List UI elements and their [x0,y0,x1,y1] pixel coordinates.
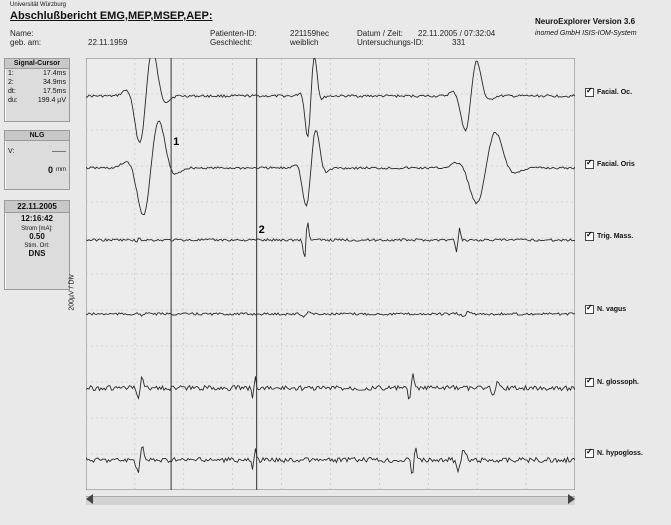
scroll-left-arrow-icon[interactable] [86,494,93,504]
institution-label: Universität Würzburg [10,2,67,8]
channel-toggle[interactable] [585,88,632,97]
horizontal-scrollbar[interactable] [86,496,575,505]
signal-cursor-row-label: du: [8,97,18,104]
nlg-v-row [5,147,69,156]
signal-cursor-panel [4,58,70,122]
dob-value: 22.11.1959 [88,38,128,47]
stim-site-value: DNS [28,249,46,258]
channel-checkbox[interactable] [585,232,594,241]
exam-id-label: Untersuchungs-ID: [357,38,424,47]
stim-time: 12:16:42 [20,214,54,223]
dob-label: geb. am: [10,38,42,47]
channel-toggle[interactable] [585,232,633,241]
channel-label: N. hypogloss. [597,450,643,457]
datetime-value: 22.11.2005 / 07:32:04 [418,29,496,38]
stim-site-label: Stim. Ort: [24,243,50,249]
channel-label: N. vagus [597,306,627,313]
gender-value: weiblich [290,38,319,47]
y-scale-label: 200µV / Div [68,274,76,311]
signal-cursor-row [5,96,69,105]
nlg-title: NLG [5,131,69,141]
channel-checkbox[interactable] [585,449,594,458]
exam-id-value: 331 [452,38,466,47]
signal-cursor-row-label: 1: [8,70,14,77]
name-label: Name: [10,29,34,38]
channel-toggle[interactable] [585,449,643,458]
scroll-right-arrow-icon[interactable] [568,494,575,504]
patient-id-label: Patienten-ID: [210,29,257,38]
signal-cursor-row-label: dt: [8,88,16,95]
cursor-label: 1 [173,136,180,148]
report-title: Abschlußbericht EMG,MEP,MSEP,AEP: [10,10,213,22]
stim-current-value: 0.50 [29,232,45,241]
nlg-unit: mm [56,167,66,173]
channel-checkbox[interactable] [585,305,594,314]
signal-cursor-row-value: 17.5ms [43,88,66,95]
gender-label: Geschlecht: [210,38,253,47]
waveform-plot[interactable] [86,58,575,490]
y-scale-indicator[interactable] [68,275,82,315]
signal-cursor-row-value: 17.4ms [43,70,66,77]
signal-cursor-row [5,78,69,87]
signal-cursor-row-label: 2: [8,79,14,86]
signal-cursor-row-value: 199.4 µV [37,97,66,104]
signal-cursor-rows [5,69,69,105]
channel-label: N. glossoph. [597,379,639,386]
datetime-label: Datum / Zeit: [357,29,403,38]
stim-date: 22.11.2005 [5,201,69,213]
channel-checkbox[interactable] [585,88,594,97]
channel-toggle[interactable] [585,305,626,314]
stim-current-label: Strom [mA]: [21,226,53,232]
app-name: NeuroExplorer Version 3.6 [535,17,636,26]
channel-label: Facial. Oris [597,161,635,168]
stim-panel [4,200,70,290]
nlg-panel [4,130,70,190]
channel-toggle[interactable] [585,160,635,169]
nlg-value-row [5,166,69,175]
channel-label: Trig. Mass. [597,233,634,240]
nlg-v-label: V: [8,148,15,155]
nlg-value: 0 [47,165,53,175]
patient-id-value: 221159hec [290,29,329,38]
company-label: inomed GmbH ISIS-IOM-System [535,30,637,37]
signal-cursor-row [5,87,69,96]
signal-cursor-row-value: 34.9ms [43,79,66,86]
channel-checkbox[interactable] [585,160,594,169]
channel-toggle[interactable] [585,378,639,387]
signal-cursor-row [5,69,69,78]
channel-label: Facial. Oc. [597,89,633,96]
nlg-v-value: —— [52,148,66,155]
channel-checkbox[interactable] [585,378,594,387]
cursor-label: 2 [258,224,265,236]
signal-cursor-title: Signal-Cursor [5,59,69,69]
